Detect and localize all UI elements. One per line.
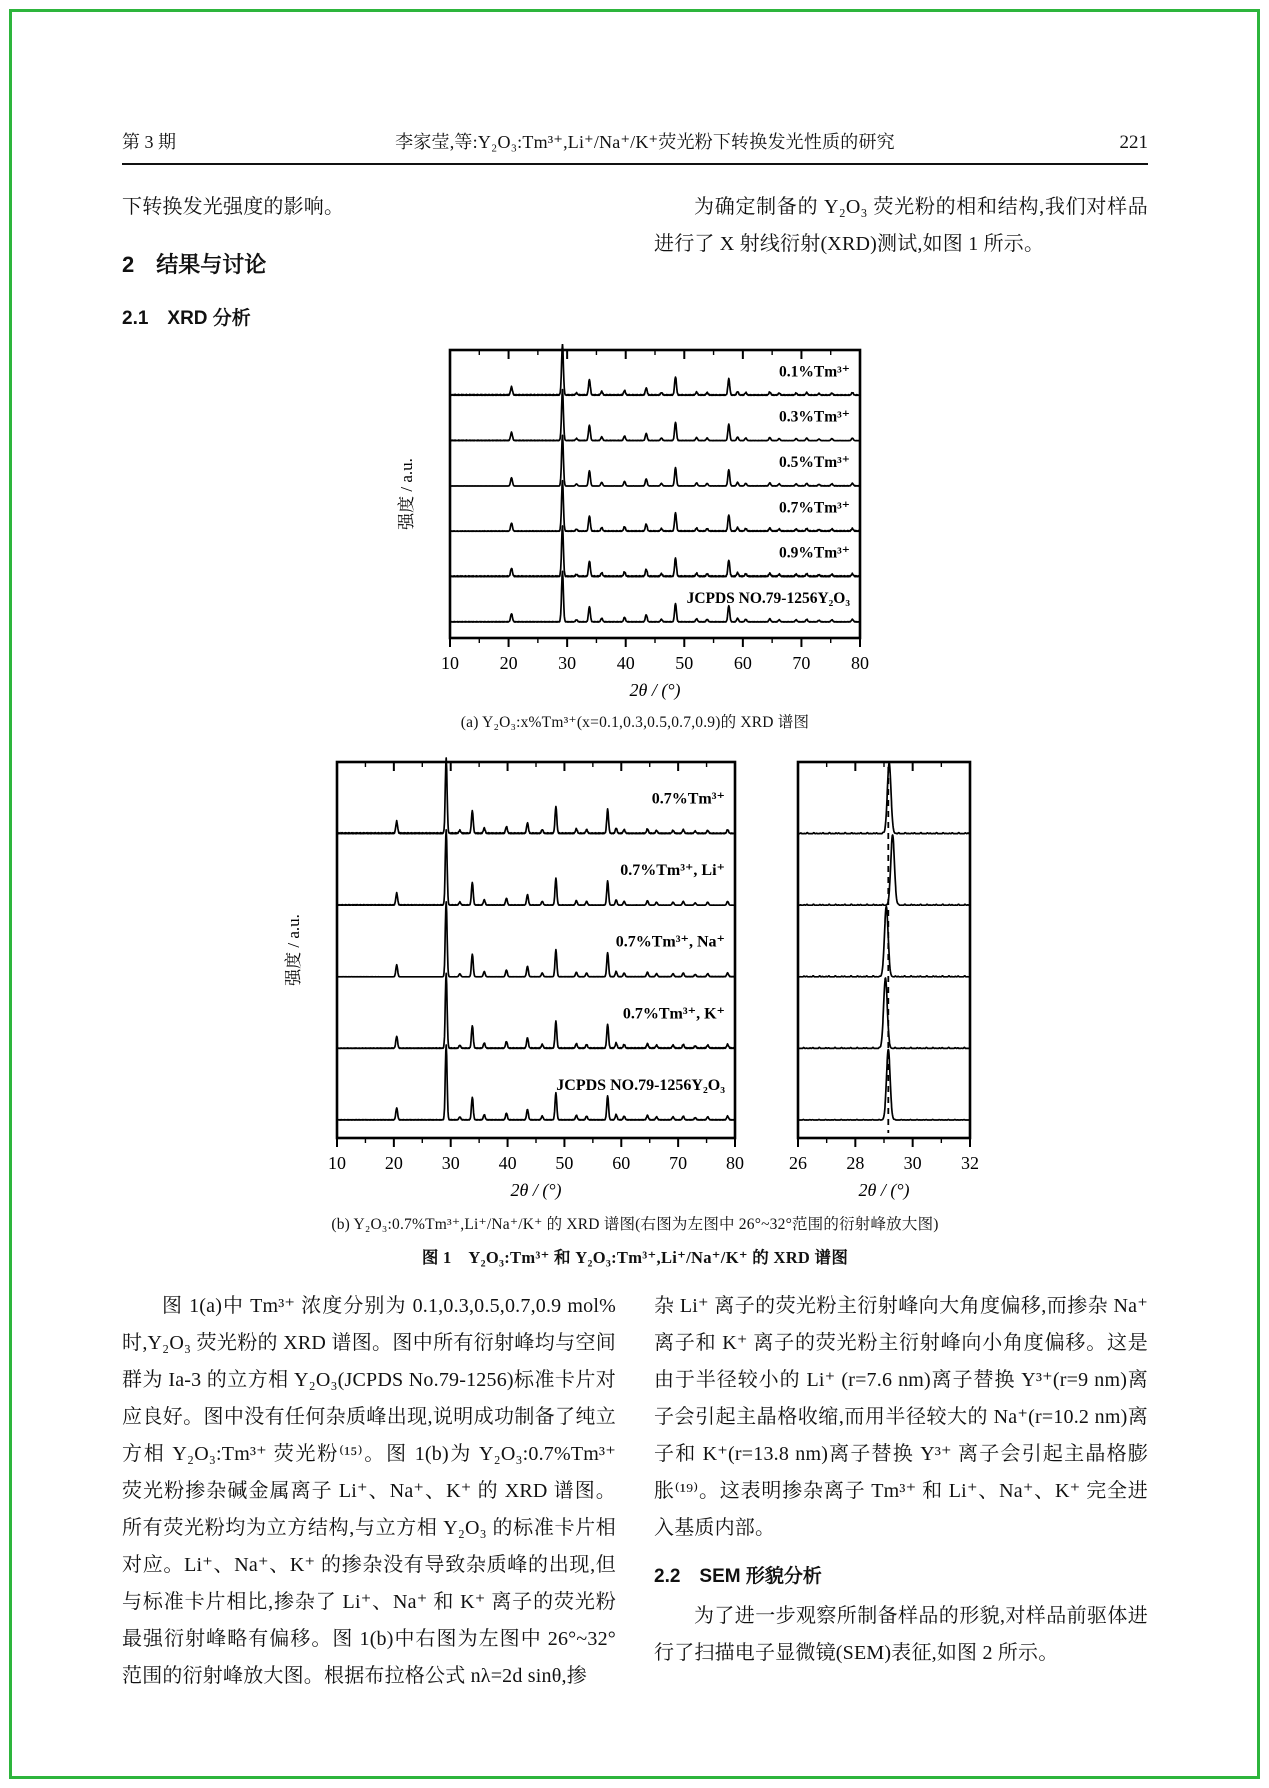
xrd-chart-a xyxy=(396,344,874,702)
svg-text:0.7%Tm³⁺, Li⁺: 0.7%Tm³⁺, Li⁺ xyxy=(620,862,725,880)
svg-text:70: 70 xyxy=(792,653,811,673)
intro-left-column xyxy=(122,189,616,330)
svg-text:32: 32 xyxy=(961,1153,979,1173)
body-columns xyxy=(122,1288,1148,1695)
svg-text:26: 26 xyxy=(789,1153,807,1173)
svg-text:0.7%Tm³⁺, Na⁺: 0.7%Tm³⁺, Na⁺ xyxy=(615,933,725,951)
xrd-chart-b-right xyxy=(781,756,987,1204)
intro-columns xyxy=(122,189,1148,330)
svg-text:40: 40 xyxy=(498,1153,517,1173)
page-content xyxy=(122,128,1148,1695)
figure-1a xyxy=(122,344,1148,732)
svg-text:80: 80 xyxy=(851,653,869,673)
header-issue: 第 3 期 xyxy=(122,132,176,152)
header-title: 李家莹,等:Y₂O₃:Tm³⁺,Li⁺/Na⁺/K⁺荧光粉下转换发光性质的研究 xyxy=(395,132,895,152)
svg-text:30: 30 xyxy=(441,1153,460,1173)
svg-text:10: 10 xyxy=(328,1153,346,1173)
sem-paragraph: 为了进一步观察所制备样品的形貌,对样品前驱体进行了扫描电子显微镜(SEM)表征,如图 2 所示。 xyxy=(654,1605,1148,1664)
figure-1-caption: 图 1 Y₂O₃:Tm³⁺ 和 Y₂O₃:Tm³⁺,Li⁺/Na⁺/K⁺ 的 XRD 谱图 xyxy=(421,1248,849,1267)
svg-text:40: 40 xyxy=(616,653,635,673)
svg-text:0.7%Tm³⁺: 0.7%Tm³⁺ xyxy=(779,499,850,517)
figure-caption-b: (b) Y₂O₃:0.7%Tm³⁺,Li⁺/Na⁺/K⁺ 的 XRD 谱图(右图为左图中 26°~32°范围的衍射峰放大图) xyxy=(331,1216,939,1233)
svg-text:0.1%Tm³⁺: 0.1%Tm³⁺ xyxy=(779,363,850,381)
svg-text:0.5%Tm³⁺: 0.5%Tm³⁺ xyxy=(779,453,850,471)
svg-text:30: 30 xyxy=(903,1153,922,1173)
svg-text:0.7%Tm³⁺: 0.7%Tm³⁺ xyxy=(651,790,725,808)
svg-text:20: 20 xyxy=(499,653,518,673)
body-right-paragraph: 杂 Li⁺ 离子的荧光粉主衍射峰向大角度偏移,而掺杂 Na⁺ 离子和 K⁺ 离子的荧光粉主衍射峰向小角度偏移。这是由于半径较小的 Li⁺ (r=7.6 nm)离子替换 Y³⁺(r=9 nm)离子会引起主晶格收缩,而用半径较大的 Na⁺(r=10.2 nm)离子和 K⁺(r=13.8 nm)离子替换 Y³⁺ 离子会引起主晶格膨胀⁽¹⁹⁾。这表明掺杂离子 Tm³⁺ 和 Li⁺、Na⁺、K⁺ 完全进入基质内部。 xyxy=(654,1295,1148,1539)
svg-text:28: 28 xyxy=(846,1153,865,1173)
svg-text:强度 / a.u.: 强度 / a.u. xyxy=(397,458,416,530)
header-page-number: 221 xyxy=(1119,132,1148,153)
svg-text:60: 60 xyxy=(612,1153,631,1173)
body-right-column xyxy=(654,1288,1148,1695)
svg-text:10: 10 xyxy=(441,653,459,673)
lead-paragraph: 下转换发光强度的影响。 xyxy=(122,196,345,218)
intro-right-paragraph: 为确定制备的 Y₂O₃ 荧光粉的相和结构,我们对样品进行了 X 射线衍射(XRD)测试,如图 1 所示。 xyxy=(654,196,1148,255)
subsection-heading-xrd: 2.1 XRD 分析 xyxy=(122,308,251,329)
svg-text:JCPDS NO.79-1256Y₂O₃: JCPDS NO.79-1256Y₂O₃ xyxy=(686,589,850,607)
svg-text:30: 30 xyxy=(558,653,577,673)
intro-right-column xyxy=(654,189,1148,330)
svg-text:50: 50 xyxy=(555,1153,574,1173)
svg-text:0.3%Tm³⁺: 0.3%Tm³⁺ xyxy=(779,408,850,426)
svg-text:80: 80 xyxy=(726,1153,744,1173)
svg-text:0.7%Tm³⁺, K⁺: 0.7%Tm³⁺, K⁺ xyxy=(622,1005,725,1023)
header-rule xyxy=(122,163,1148,165)
section-heading-results: 2 结果与讨论 xyxy=(122,252,267,277)
body-left-paragraph: 图 1(a)中 Tm³⁺ 浓度分别为 0.1,0.3,0.5,0.7,0.9 mol%时,Y₂O₃ 荧光粉的 XRD 谱图。图中所有衍射峰均与空间群为 Ia-3 的立方相 Y₂O₃(JCPDS No.79-1256)标准卡片对应良好。图中没有任何杂质峰出现,说明成功制备了纯立方相 Y₂O₃:Tm³⁺ 荧光粉⁽¹⁵⁾。图 1(b)为 Y₂O₃:0.7%Tm³⁺ 荧光粉掺杂碱金属离子 Li⁺、Na⁺、K⁺ 的 XRD 谱图。所有荧光粉均为立方结构,与立方相 Y₂O₃ 的标准卡片相对应。Li⁺、Na⁺、K⁺ 的掺杂没有导致杂质峰的出现,但与标准卡片相比,掺杂了 Li⁺、Na⁺ 和 K⁺ 离子的荧光粉最强衍射峰略有偏移。图 1(b)中右图为左图中 26°~32°范围的衍射峰放大图。根据布拉格公式 nλ=2d sinθ,掺 xyxy=(122,1295,616,1687)
svg-text:2θ / (°): 2θ / (°) xyxy=(629,680,681,700)
page-header xyxy=(122,128,1148,154)
svg-text:60: 60 xyxy=(733,653,752,673)
figure-1b xyxy=(122,756,1148,1268)
figure-caption-a: (a) Y₂O₃:x%Tm³⁺(x=0.1,0.3,0.5,0.7,0.9)的 XRD 谱图 xyxy=(460,714,810,731)
svg-text:70: 70 xyxy=(669,1153,688,1173)
svg-text:50: 50 xyxy=(675,653,694,673)
body-left-column xyxy=(122,1288,616,1695)
svg-text:JCPDS NO.79-1256Y₂O₃: JCPDS NO.79-1256Y₂O₃ xyxy=(556,1076,725,1094)
subsection-heading-sem: 2.2 SEM 形貌分析 xyxy=(654,1566,822,1587)
svg-text:0.9%Tm³⁺: 0.9%Tm³⁺ xyxy=(779,544,850,562)
svg-text:强度 / a.u.: 强度 / a.u. xyxy=(284,914,303,986)
svg-text:2θ / (°): 2θ / (°) xyxy=(858,1180,910,1200)
xrd-chart-b-left xyxy=(283,756,745,1204)
svg-text:20: 20 xyxy=(384,1153,403,1173)
figure-1b-panels xyxy=(283,756,987,1204)
svg-text:2θ / (°): 2θ / (°) xyxy=(510,1180,562,1200)
